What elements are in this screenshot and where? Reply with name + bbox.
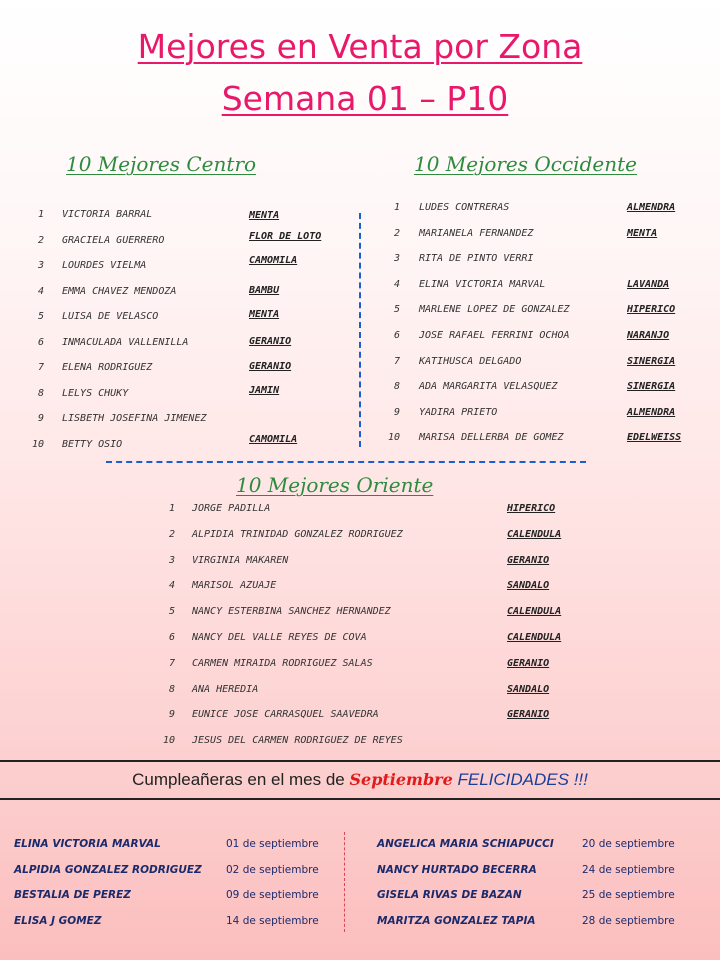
birthday-banner-congrats: FELICIDADES !!! — [457, 770, 588, 789]
oriente-row-flower: CALENDULA — [507, 528, 562, 540]
occidente-row-name: MARIANELA FERNANDEZ — [419, 227, 534, 239]
centro-row-number: 3 — [37, 260, 44, 271]
oriente-row-number: 5 — [168, 606, 175, 618]
birthday-banner-month: Septiembre — [349, 770, 453, 789]
occidente-row-name: RITA DE PINTO VERRI — [419, 253, 534, 265]
birthday-date: 14 de septiembre — [226, 914, 319, 927]
oriente-row-name: JESUS DEL CARMEN RODRIGUEZ DE REYES — [192, 735, 403, 747]
oriente-row-name: CARMEN MIRAIDA RODRIGUEZ SALAS — [192, 657, 373, 669]
centro-row-flower: MENTA — [249, 309, 280, 320]
centro-row-name: ELENA RODRIGUEZ — [62, 362, 153, 373]
centro-row-flower: CAMOMILA — [249, 255, 298, 266]
oriente-row-flower: SANDALO — [507, 580, 550, 592]
oriente-row-name: MARISOL AZUAJE — [192, 580, 277, 592]
occidente-row-number: 2 — [393, 227, 400, 239]
birthday-banner — [0, 760, 720, 800]
birthday-name: ALPIDIA GONZALEZ RODRIGUEZ — [14, 863, 202, 876]
oriente-row-flower: SANDALO — [507, 683, 550, 695]
centro-row-number: 2 — [37, 234, 44, 246]
oriente-row-number: 1 — [168, 503, 175, 514]
centro-row-number: 4 — [37, 285, 44, 297]
centro-row-number: 7 — [37, 362, 44, 373]
occidente-row-flower: EDELWEISS — [627, 432, 682, 444]
page-title-line2 — [0, 79, 720, 119]
occidente-row-flower: MENTA — [627, 227, 658, 239]
oriente-row-flower: GERANIO — [507, 554, 550, 566]
oriente-row-name: NANCY ESTERBINA SANCHEZ HERNANDEZ — [192, 606, 391, 618]
centro-row-name: EMMA CHAVEZ MENDOZA — [62, 285, 177, 297]
birthday-date: 24 de septiembre — [582, 863, 675, 876]
centro-row-name: LUISA DE VELASCO — [62, 311, 159, 322]
oriente-row-name: ALPIDIA TRINIDAD GONZALEZ RODRIGUEZ — [192, 528, 403, 540]
occidente-row-number: 8 — [393, 381, 400, 393]
birthday-date: 20 de septiembre — [582, 838, 675, 850]
birthday-date: 01 de septiembre — [226, 838, 319, 850]
oriente-row-flower: HIPERICO — [507, 503, 556, 514]
centro-row-number: 1 — [37, 209, 44, 220]
centro-row-flower: GERANIO — [249, 335, 292, 347]
occidente-row-number: 6 — [393, 330, 400, 341]
centro-heading: 10 Mejores Centro — [66, 152, 257, 176]
occidente-row-number: 3 — [393, 253, 400, 265]
centro-row-flower: GERANIO — [249, 361, 292, 372]
birthday-divider — [344, 832, 345, 932]
occidente-row-number: 1 — [393, 202, 400, 213]
occidente-row-number: 5 — [393, 304, 400, 316]
occidente-heading: 10 Mejores Occidente — [414, 152, 637, 176]
oriente-row-number: 10 — [162, 735, 175, 747]
centro-row-number: 8 — [37, 387, 44, 399]
centro-row-flower: FLOR DE LOTO — [249, 230, 322, 242]
occidente-row-flower: LAVANDA — [627, 278, 670, 290]
occidente-row-name: MARISA DELLERBA DE GOMEZ — [419, 432, 564, 444]
centro-row-flower: MENTA — [249, 210, 280, 221]
centro-row-name: BETTY OSIO — [62, 438, 123, 450]
birthday-name: NANCY HURTADO BECERRA — [377, 863, 537, 876]
oriente-row-name: JORGE PADILLA — [192, 503, 271, 514]
centro-row-name: LOURDES VIELMA — [62, 260, 147, 271]
oriente-row-number: 9 — [168, 709, 175, 721]
centro-row-flower: BAMBU — [249, 284, 280, 296]
oriente-row-number: 8 — [168, 683, 175, 695]
oriente-row-number: 7 — [168, 657, 175, 669]
centro-row-number: 6 — [37, 336, 44, 348]
oriente-row-flower: GERANIO — [507, 709, 550, 721]
occidente-row-name: YADIRA PRIETO — [419, 406, 498, 418]
occidente-row-number: 4 — [393, 278, 400, 290]
birthday-name: BESTALIA DE PEREZ — [14, 889, 131, 901]
birthday-banner-prefix: Cumpleañeras en el mes de — [132, 770, 345, 789]
zone-horizontal-divider — [106, 461, 586, 463]
oriente-row-name: NANCY DEL VALLE REYES DE COVA — [192, 632, 367, 643]
occidente-row-flower: NARANJO — [627, 330, 670, 341]
oriente-row-number: 4 — [168, 580, 175, 592]
centro-row-number: 10 — [31, 438, 44, 450]
occidente-row-name: MARLENE LOPEZ DE GONZALEZ — [419, 304, 570, 316]
centro-row-number: 9 — [37, 413, 44, 424]
birthday-date: 02 de septiembre — [226, 863, 319, 876]
centro-row-number: 5 — [37, 311, 44, 322]
birthday-name: ELISA J GOMEZ — [14, 914, 102, 927]
page-title-line2-text: Semana 01 – P10 — [221, 79, 509, 118]
page-title-line1: Mejores en Venta por Zona — [137, 27, 583, 66]
birthday-name: ANGELICA MARIA SCHIAPUCCI — [377, 838, 554, 850]
centro-row-name: VICTORIA BARRAL — [62, 209, 153, 220]
occidente-row-number: 7 — [393, 355, 400, 367]
occidente-row-name: ELINA VICTORIA MARVAL — [419, 278, 546, 290]
oriente-row-flower: GERANIO — [507, 657, 550, 669]
oriente-row-name: EUNICE JOSE CARRASQUEL SAAVEDRA — [192, 709, 379, 721]
birthday-date: 09 de septiembre — [226, 889, 319, 901]
occidente-row-number: 10 — [387, 432, 400, 444]
birthday-date: 25 de septiembre — [582, 889, 675, 901]
centro-row-name: GRACIELA GUERRERO — [62, 234, 165, 246]
birthday-name: MARITZA GONZALEZ TAPIA — [377, 914, 536, 927]
occidente-row-name: JOSE RAFAEL FERRINI OCHOA — [419, 330, 570, 341]
occidente-row-name: KATIHUSCA DELGADO — [419, 355, 522, 367]
oriente-row-name: VIRGINIA MAKAREN — [192, 554, 289, 566]
centro-row-flower: JAMIN — [249, 384, 280, 396]
occidente-row-name: ADA MARGARITA VELASQUEZ — [419, 381, 558, 393]
oriente-row-flower: CALENDULA — [507, 632, 562, 643]
oriente-row-number: 6 — [168, 632, 175, 643]
occidente-row-flower: SINERGIA — [627, 355, 676, 367]
oriente-row-number: 2 — [168, 528, 175, 540]
birthday-name: ELINA VICTORIA MARVAL — [14, 838, 161, 850]
centro-row-name: LISBETH JOSEFINA JIMENEZ — [62, 413, 207, 424]
centro-row-name: INMACULADA VALLENILLA — [62, 336, 189, 348]
oriente-row-name: ANA HEREDIA — [192, 683, 259, 695]
oriente-row-number: 3 — [168, 554, 175, 566]
occidente-row-flower: ALMENDRA — [627, 202, 676, 213]
occidente-row-flower: HIPERICO — [627, 304, 676, 316]
centro-row-flower: CAMOMILA — [249, 433, 298, 445]
occidente-row-flower: SINERGIA — [627, 381, 676, 393]
oriente-heading: 10 Mejores Oriente — [236, 473, 434, 497]
occidente-row-flower: ALMENDRA — [627, 406, 676, 418]
birthday-date: 28 de septiembre — [582, 914, 675, 927]
zone-vertical-divider — [359, 213, 361, 447]
occidente-row-number: 9 — [393, 406, 400, 418]
birthday-name: GISELA RIVAS DE BAZAN — [377, 889, 522, 901]
occidente-row-name: LUDES CONTRERAS — [419, 202, 510, 213]
centro-row-name: LELYS CHUKY — [62, 387, 129, 399]
oriente-row-flower: CALENDULA — [507, 606, 562, 618]
